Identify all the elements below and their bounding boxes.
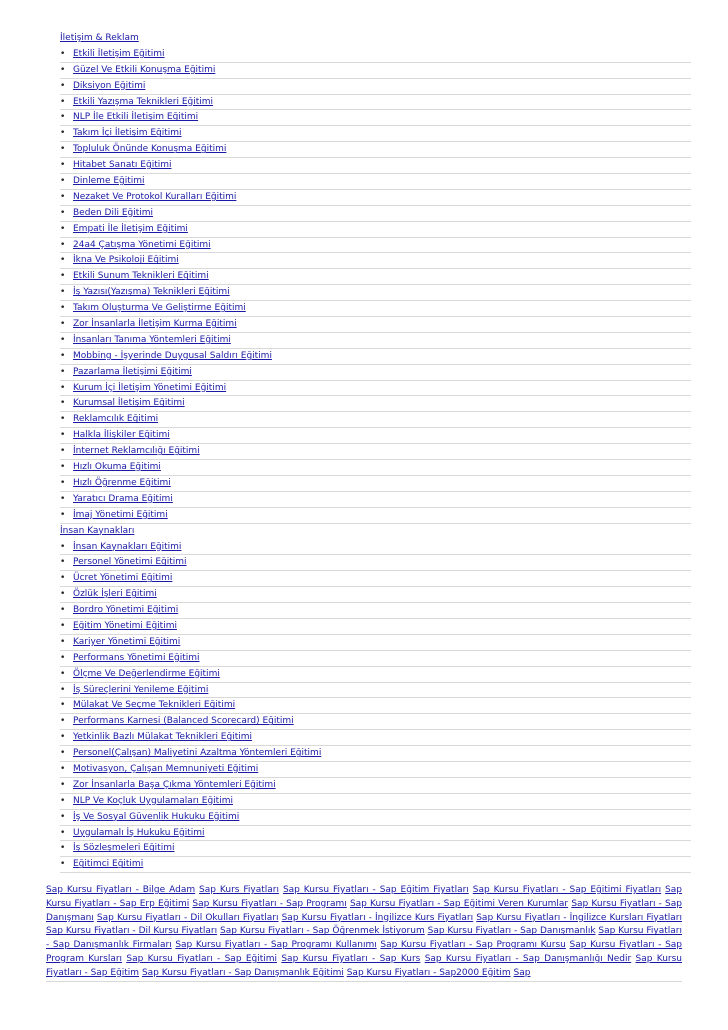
list-item: [60, 460, 691, 476]
bullet-icon: •: [60, 763, 66, 774]
course-link[interactable]: Diksiyon Eğitimi: [73, 80, 146, 91]
bullet-icon: •: [60, 191, 66, 202]
bullet-icon: •: [60, 636, 66, 647]
course-link[interactable]: İş Yazısı(Yazışma) Teknikleri Eğitimi: [73, 287, 230, 298]
list-item: [60, 79, 691, 95]
bullet-icon: •: [60, 859, 66, 870]
list-item: [60, 47, 691, 63]
footer-link[interactable]: Sap Kursu Fiyatları - Sap Danışmanlığı Nedir: [424, 953, 632, 964]
list-item: [60, 508, 691, 524]
footer-link[interactable]: Sap Kursu Fiyatları - Sap Danışmanlık Eğitimi: [141, 967, 344, 978]
bullet-icon: •: [60, 477, 66, 488]
course-link[interactable]: Zor İnsanlarla İletişim Kurma Eğitimi: [73, 319, 237, 330]
course-link[interactable]: Reklamcılık Eğitimi: [73, 414, 159, 425]
footer-link[interactable]: Sap Kursu Fiyatları - Sap Danışmanı: [46, 898, 682, 923]
list-item: [60, 667, 691, 683]
course-link[interactable]: Özlük İşleri Eğitimi: [73, 589, 157, 600]
bullet-icon: •: [60, 827, 66, 838]
bullet-icon: •: [60, 239, 66, 250]
section-title[interactable]: İletişim & Reklam: [60, 33, 139, 43]
list-item: [60, 794, 691, 810]
footer-link[interactable]: Sap Kursu Fiyatları - Bilge Adam: [46, 885, 196, 895]
footer-link[interactable]: Sap Kursu Fiyatları - Sap Kurs: [281, 953, 421, 964]
course-link[interactable]: Performans Karnesi (Balanced Scorecard) Eğitimi: [73, 716, 294, 727]
course-link[interactable]: İş Ve Sosyal Güvenlik Hukuku Eğitimi: [73, 811, 240, 822]
list-item: [60, 746, 691, 762]
footer-link[interactable]: Sap Kurs Fiyatları: [199, 885, 279, 895]
footer-link[interactable]: Sap Kursu Fiyatları - Sap Programı: [192, 898, 347, 909]
bullet-icon: •: [60, 620, 66, 631]
bullet-icon: •: [60, 779, 66, 790]
section-title[interactable]: İnsan Kaynakları: [60, 525, 135, 536]
footer-link[interactable]: Sap Kursu Fiyatları - Sap Programı Kursu: [380, 940, 566, 951]
course-link[interactable]: Yetkinlik Bazlı Mülakat Teknikleri Eğitimi: [73, 732, 253, 743]
bullet-icon: •: [60, 700, 66, 711]
bullet-icon: •: [60, 684, 66, 695]
list-item: [60, 778, 691, 794]
course-link[interactable]: Mülakat Ve Seçme Teknikleri Eğitimi: [73, 700, 236, 711]
course-link[interactable]: Takım Oluşturma Ve Geliştirme Eğitimi: [73, 303, 246, 314]
bullet-icon: •: [60, 160, 66, 171]
footer-link[interactable]: Sap Kursu Fiyatları - Sap Danışmanlık: [427, 926, 596, 937]
list-item: [60, 110, 691, 126]
list-item: [60, 381, 691, 397]
bullet-icon: •: [60, 541, 66, 552]
bullet-icon: •: [60, 573, 66, 584]
footer-link[interactable]: Sap Kursu Fiyatları - Sap Programı Kullanımı: [175, 940, 377, 951]
list-item: [60, 698, 691, 714]
course-list: [60, 31, 691, 873]
bullet-icon: •: [60, 144, 66, 155]
footer-link[interactable]: Sap Kursu Fiyatları - Sap Eğitim: [46, 953, 682, 978]
footer-divider: [46, 981, 682, 982]
course-link[interactable]: Pazarlama İletişimi Eğitimi: [73, 366, 192, 377]
bullet-icon: •: [60, 398, 66, 409]
course-link[interactable]: Halkla İlişkiler Eğitimi: [73, 430, 170, 441]
course-link[interactable]: Uygulamalı İş Hukuku Eğitimi: [73, 827, 205, 838]
bullet-icon: •: [60, 64, 66, 75]
footer-link[interactable]: Sap Kursu Fiyatları - Sap Öğrenmek İstiyorum: [220, 926, 425, 937]
list-item: [60, 349, 691, 365]
list-item: [60, 841, 691, 857]
course-link[interactable]: Bordro Yönetimi Eğitimi: [73, 605, 179, 616]
course-link[interactable]: İş Sözleşmeleri Eğitimi: [73, 843, 175, 854]
course-link[interactable]: İş Süreçlerini Yenileme Eğitimi: [73, 684, 209, 695]
course-link[interactable]: Personel Yönetimi Eğitimi: [73, 557, 187, 568]
course-link[interactable]: Zor İnsanlarla Başa Çıkma Yöntemleri Eğitimi: [73, 779, 276, 790]
course-link[interactable]: Yaratıcı Drama Eğitimi: [73, 493, 173, 504]
footer-link[interactable]: Sap Kursu Fiyatları - Sap Eğitimi Fiyatları: [472, 885, 662, 895]
bullet-icon: •: [60, 255, 66, 266]
list-item: [60, 269, 691, 285]
footer-link[interactable]: Sap Kursu Fiyatları - İngilizce Kursları Fiyatları: [476, 912, 682, 923]
course-link[interactable]: Ücret Yönetimi Eğitimi: [73, 573, 173, 584]
bullet-icon: •: [60, 493, 66, 504]
bullet-icon: •: [60, 334, 66, 345]
course-link[interactable]: Eğitimci Eğitimi: [73, 859, 144, 870]
list-item: [60, 762, 691, 778]
list-item: [60, 365, 691, 381]
list-item: [60, 555, 691, 571]
course-link[interactable]: Etkili Sunum Teknikleri Eğitimi: [73, 271, 209, 282]
course-link[interactable]: Mobbing - İşyerinde Duygusal Saldırı Eğitimi: [73, 350, 272, 361]
bullet-icon: •: [60, 811, 66, 822]
footer-link[interactable]: Sap Kursu Fiyatları - Sap Danışmanlık Firmaları: [46, 926, 682, 951]
list-item: [60, 540, 691, 556]
bullet-icon: •: [60, 366, 66, 377]
course-link[interactable]: Personel(Çalışan) Maliyetini Azaltma Yöntemleri Eğitimi: [73, 748, 322, 759]
list-item: [60, 810, 691, 826]
course-link[interactable]: Kurum İçi İletişim Yönetimi Eğitimi: [73, 382, 227, 393]
list-item: [60, 412, 691, 428]
footer-link[interactable]: Sap: [513, 967, 531, 978]
bullet-icon: •: [60, 605, 66, 616]
bullet-icon: •: [60, 128, 66, 139]
list-item: [60, 603, 691, 619]
bullet-icon: •: [60, 748, 66, 759]
course-link[interactable]: Empati İle İletişim Eğitimi: [73, 223, 188, 234]
course-link[interactable]: Dinleme Eğitimi: [73, 176, 145, 187]
bullet-icon: •: [60, 589, 66, 600]
course-link[interactable]: Nezaket Ve Protokol Kuralları Eğitimi: [73, 191, 237, 202]
footer-link[interactable]: Sap Kursu Fiyatları - Sap Eğitimi Veren Kurumlar: [349, 898, 569, 909]
list-item: [60, 253, 691, 269]
footer-link[interactable]: Sap Kursu Fiyatları - Sap2000 Eğitim: [346, 967, 511, 978]
course-link[interactable]: Güzel Ve Etkili Konuşma Eğitimi: [73, 64, 216, 75]
course-link[interactable]: NLP İle Etkili İletişim Eğitimi: [73, 112, 199, 123]
list-item: [60, 222, 691, 238]
list-item: [60, 619, 691, 635]
bullet-icon: •: [60, 287, 66, 298]
footer-links: [46, 884, 682, 981]
course-link[interactable]: İnsan Kaynakları Eğitimi: [73, 541, 182, 552]
list-item: [60, 714, 691, 730]
bullet-icon: •: [60, 112, 66, 123]
bullet-icon: •: [60, 652, 66, 663]
list-item: [60, 142, 691, 158]
list-item: [60, 63, 691, 79]
bullet-icon: •: [60, 446, 66, 457]
list-item: [60, 444, 691, 460]
list-item: [60, 857, 691, 873]
course-link[interactable]: İkna Ve Psikoloji Eğitimi: [73, 255, 179, 266]
bullet-icon: •: [60, 843, 66, 854]
course-link[interactable]: Takım İçi İletişim Eğitimi: [73, 128, 182, 139]
footer-link[interactable]: Sap Kursu Fiyatları - Sap Eğitim Fiyatları: [282, 885, 469, 895]
course-link[interactable]: Eğitim Yönetimi Eğitimi: [73, 620, 177, 631]
list-item: [60, 476, 691, 492]
list-item: [60, 158, 691, 174]
bullet-icon: •: [60, 271, 66, 282]
bullet-icon: •: [60, 80, 66, 91]
list-item: [60, 301, 691, 317]
bullet-icon: •: [60, 462, 66, 473]
bullet-icon: •: [60, 48, 66, 59]
course-link[interactable]: Performans Yönetimi Eğitimi: [73, 652, 200, 663]
footer-link[interactable]: Sap Kursu Fiyatları - İngilizce Kurs Fiyatları: [281, 912, 474, 923]
bullet-icon: •: [60, 509, 66, 520]
bullet-icon: •: [60, 414, 66, 425]
course-link[interactable]: Topluluk Önünde Konuşma Eğitimi: [73, 144, 227, 155]
bullet-icon: •: [60, 382, 66, 393]
list-item: [60, 285, 691, 301]
course-link[interactable]: İnsanları Tanıma Yöntemleri Eğitimi: [73, 334, 231, 345]
bullet-icon: •: [60, 795, 66, 806]
bullet-icon: •: [60, 303, 66, 314]
bullet-icon: •: [60, 319, 66, 330]
list-item: [60, 826, 691, 842]
bullet-icon: •: [60, 557, 66, 568]
footer-link[interactable]: Sap Kursu Fiyatları - Sap Eğitimi: [126, 953, 278, 964]
list-item: [60, 95, 691, 111]
list-item: [60, 651, 691, 667]
course-link[interactable]: İmaj Yönetimi Eğitimi: [73, 509, 168, 520]
list-item: [60, 683, 691, 699]
course-link[interactable]: Kariyer Yönetimi Eğitimi: [73, 636, 181, 647]
footer-link[interactable]: Sap Kursu Fiyatları - Sap Erp Eğitimi: [46, 885, 682, 909]
list-item: [60, 571, 691, 587]
course-link[interactable]: NLP Ve Koçluk Uygulamaları Eğitimi: [73, 795, 233, 806]
list-item: [60, 333, 691, 349]
list-item: [60, 428, 691, 444]
bullet-icon: •: [60, 207, 66, 218]
footer-link[interactable]: Sap Kursu Fiyatları - Sap Program Kursları: [46, 940, 683, 964]
course-link[interactable]: Motivasyon, Çalışan Memnuniyeti Eğitimi: [73, 763, 259, 774]
bullet-icon: •: [60, 223, 66, 234]
list-item: [60, 174, 691, 190]
course-link[interactable]: Hitabet Sanatı Eğitimi: [73, 160, 172, 171]
course-link[interactable]: Ölçme Ve Değerlendirme Eğitimi: [73, 668, 220, 679]
list-item: [60, 587, 691, 603]
bullet-icon: •: [60, 668, 66, 679]
course-link[interactable]: İnternet Reklamcılığı Eğitimi: [73, 446, 200, 457]
list-item: [60, 206, 691, 222]
list-item: [60, 317, 691, 333]
course-link[interactable]: Hızlı Okuma Eğitimi: [73, 462, 161, 473]
footer-link[interactable]: Sap Kursu Fiyatları - Dil Kursu Fiyatları: [46, 926, 218, 937]
bullet-icon: •: [60, 96, 66, 107]
list-item: [60, 238, 691, 254]
bullet-icon: •: [60, 732, 66, 743]
list-item: [60, 635, 691, 651]
course-link[interactable]: 24a4 Çatışma Yönetimi Eğitimi: [73, 239, 211, 250]
course-link[interactable]: Hızlı Öğrenme Eğitimi: [73, 477, 171, 488]
footer-link[interactable]: Sap Kursu Fiyatları - Dil Okulları Fiyatları: [96, 912, 279, 923]
bullet-icon: •: [60, 430, 66, 441]
course-link[interactable]: Beden Dili Eğitimi: [73, 207, 154, 218]
bullet-icon: •: [60, 716, 66, 727]
course-link[interactable]: Etkili İletişim Eğitimi: [73, 48, 165, 59]
course-link[interactable]: Kurumsal İletişim Eğitimi: [73, 398, 185, 409]
list-item: [60, 396, 691, 412]
bullet-icon: •: [60, 176, 66, 187]
list-item: [60, 730, 691, 746]
list-item: [60, 190, 691, 206]
list-item: [60, 492, 691, 508]
bullet-icon: •: [60, 350, 66, 361]
course-link[interactable]: Etkili Yazışma Teknikleri Eğitimi: [73, 96, 214, 107]
list-item: [60, 126, 691, 142]
